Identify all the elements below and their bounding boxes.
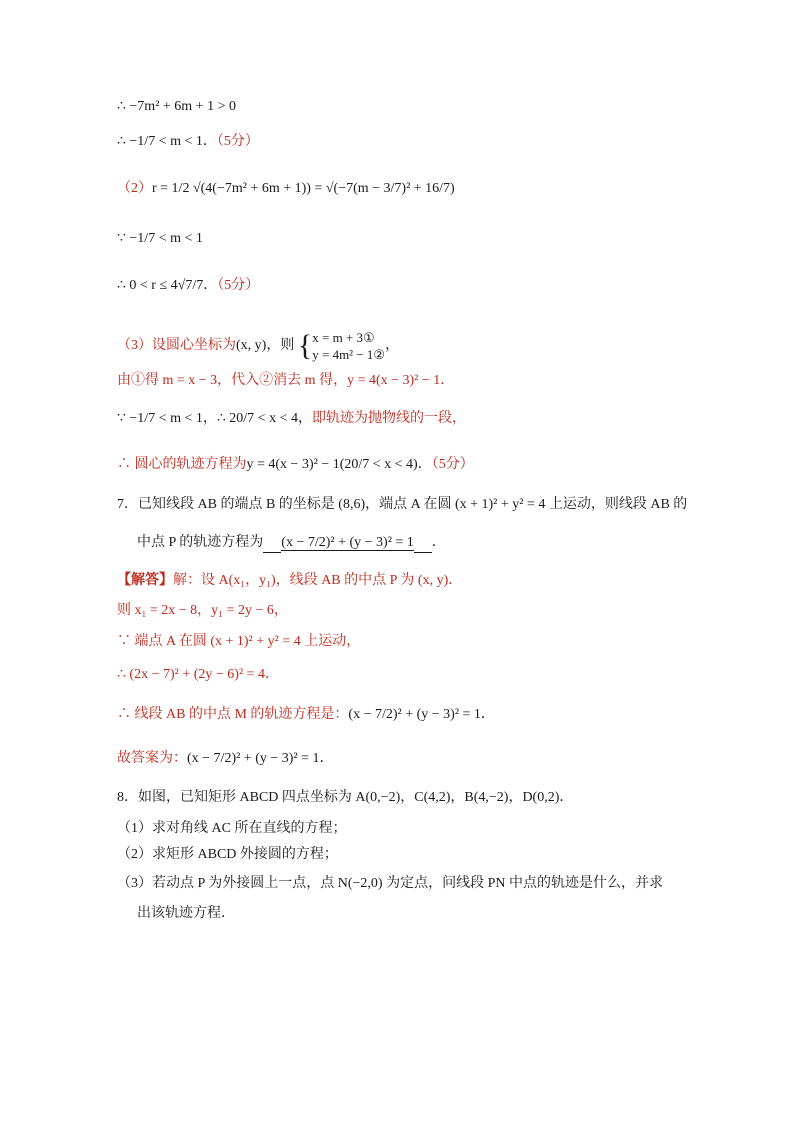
score-badge: （5分）	[216, 134, 259, 149]
radius-formula: r = 1/2 √(4(−7m² + 6m + 1)) = √(−7(m − 3/7)² + 16/7)	[152, 181, 455, 196]
m-range-text: ∴ −1/7 < m < 1．	[117, 134, 217, 149]
question-7: 7．已知线段 AB 的端点 B 的坐标是 (8,6)，端点 A 在圆 (x + 1)² + y² = 4 上运动，则线段 AB 的	[117, 497, 688, 512]
answer-equation: (x − 7/2)² + (y − 3)² = 1．	[187, 751, 334, 766]
question-8-part-3: （3）若动点 P 为外接圆上一点，点 N(−2,0) 为定点，问线段 PN 中点的轨迹是什么，并求	[117, 876, 663, 891]
system-eq-2: y = 4m² − 1②	[312, 347, 386, 362]
score-badge: （5分）	[217, 278, 260, 293]
line-radius	[117, 180, 455, 198]
solution-text: 解：设 A(x₁，y₁)，线段 AB 的中点 P 为 (x, y)．	[173, 573, 463, 588]
question-8: 8．如图，已知矩形 ABCD 四点坐标为 A(0,−2)，C(4,2)，B(4,−2)，D(0,2)．	[117, 790, 574, 805]
part-label: （3）设圆心坐标为	[117, 338, 236, 354]
q7-answer: (x − 7/2)² + (y − 3)² = 1	[281, 535, 414, 550]
line-because-m: ∵ −1/7 < m < 1	[117, 231, 203, 246]
x-range-text: ∵ −1/7 < m < 1，∴ 20/7 < x < 4，	[117, 411, 312, 426]
locus-label: ∴ 圆心的轨迹方程为	[117, 457, 247, 472]
equation-system	[312, 329, 385, 363]
solution-line-4: ∴ (2x − 7)² + (2y − 6)² = 4．	[117, 667, 280, 682]
parabola-note: 即轨迹为抛物线的一段，	[311, 411, 466, 426]
q7-prompt: 中点 P 的轨迹方程为	[137, 535, 264, 550]
locus-equation: y = 4(x − 3)² − 1(20/7 < x < 4)．	[246, 457, 432, 472]
center-coords: (x, y)，则	[236, 338, 295, 354]
question-7-cont: 中点 P 的轨迹方程为 (x − 7/2)² + (y − 3)² = 1 ．	[137, 534, 446, 553]
solution-line-3: ∵ 端点 A 在圆 (x + 1)² + y² = 4 上运动，	[117, 634, 361, 649]
solution-line-1	[117, 572, 462, 590]
question-8-part-1: （1）求对角线 AC 所在直线的方程；	[117, 821, 347, 836]
midpoint-equation: (x − 7/2)² + (y − 3)² = 1．	[348, 707, 495, 722]
system-eq-1: x = m + 3①	[312, 330, 375, 345]
blank-underline	[263, 534, 281, 553]
part-label: （2）	[117, 181, 152, 196]
score-badge: （5分）	[431, 457, 474, 472]
midpoint-label: ∴ 线段 AB 的中点 M 的轨迹方程是：	[117, 707, 349, 722]
line-eliminate-m: 由①得 m = x − 3，代入②消去 m 得，y = 4(x − 3)² − 1．	[117, 373, 455, 388]
line-center-coords	[117, 329, 399, 363]
solution-tag: 【解答】	[117, 573, 173, 588]
r-range-text: ∴ 0 < r ≤ 4√7/7．	[117, 278, 218, 293]
line-inequality: ∴ −7m² + 6m + 1 > 0	[117, 99, 236, 114]
line-r-range	[117, 277, 259, 295]
brace-icon: {	[297, 329, 313, 362]
system-tail: ，	[385, 338, 400, 354]
question-8-part-3-cont: 出该轨迹方程．	[137, 906, 235, 921]
solution-line-5	[117, 706, 495, 724]
answer-label: 故答案为：	[117, 751, 187, 766]
answer-line	[117, 750, 334, 768]
line-locus	[117, 456, 474, 474]
line-m-range	[117, 133, 259, 151]
solution-line-2: 则 x₁ = 2x − 8，y₁ = 2y − 6，	[117, 603, 288, 618]
question-8-part-2: （2）求矩形 ABCD 外接圆的方程；	[117, 847, 338, 862]
line-x-range	[117, 410, 466, 428]
blank-underline	[414, 534, 432, 553]
